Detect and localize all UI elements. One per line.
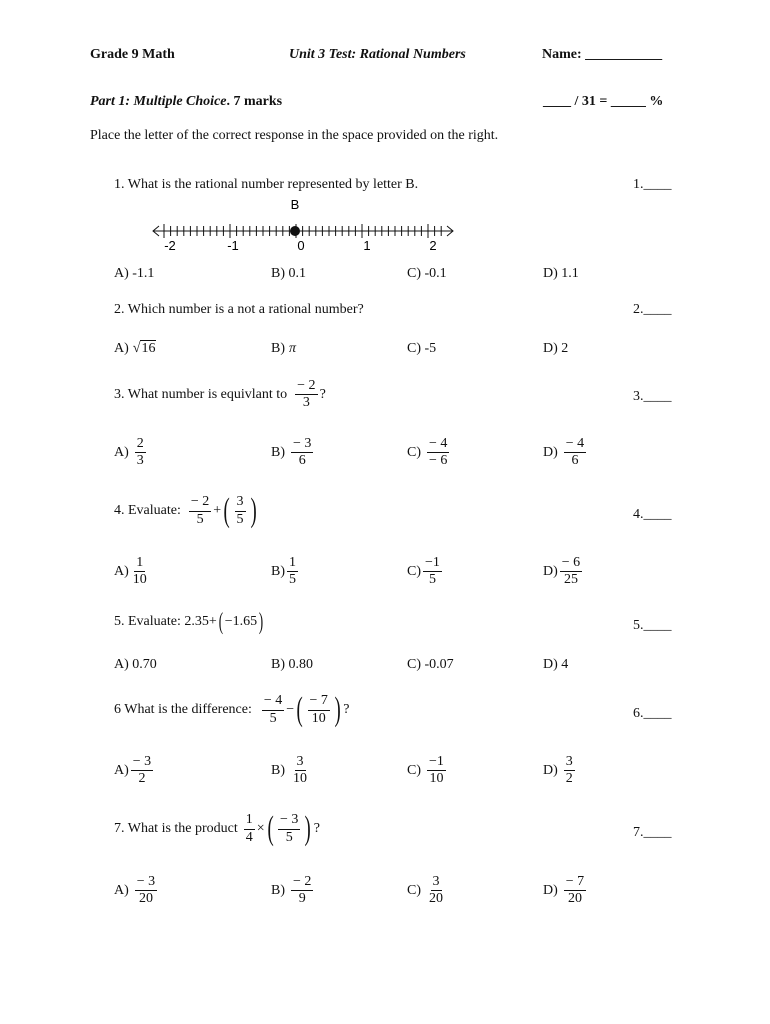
option-d: D) 1.1 [543, 266, 579, 281]
fraction: $\frac{1}{5}$ [289, 555, 296, 588]
fraction: $\frac{- 4}{5}$ [263, 693, 283, 726]
answer-blank-3: 3.____ [633, 389, 672, 404]
answer-blank-7: 7.____ [633, 825, 672, 840]
tick-label: 2 [429, 238, 437, 253]
option-b: B) 0.1 [271, 266, 306, 281]
parenthesis-group: ( $\frac{- 7}{10}$ ) [296, 691, 341, 728]
option-b: B) $\frac{- 2}{9}$ [271, 874, 312, 907]
option-c: C) $\frac{-1}{5}$ [407, 555, 440, 588]
fraction: $\frac{- 7}{20}$ [565, 874, 585, 907]
question-4 [114, 494, 259, 528]
number-line [145, 194, 465, 256]
option-label: B) [271, 341, 285, 356]
option-b [271, 341, 296, 357]
parenthesis-group: ( −1.65 ) [218, 609, 264, 635]
fraction: $\frac{- 3}{20}$ [136, 874, 156, 907]
question-mark: ? [343, 702, 350, 717]
fraction: $\frac{- 3}{5}$ [280, 812, 299, 845]
score-field: ____ / 31 = _____ % [543, 94, 664, 109]
question-5 [114, 610, 265, 634]
question-mark: ? [319, 386, 326, 402]
question-text: 5. Evaluate: 2.35+ [114, 614, 217, 629]
option-a: A) $\frac{- 3}{2}$ [114, 754, 152, 787]
option-a [114, 340, 156, 357]
part-heading [90, 94, 282, 110]
option-c: C) $\frac{3}{20}$ [407, 874, 443, 907]
question-mark: ? [313, 821, 320, 836]
question-2: 2. Which number is a not a rational number? [114, 302, 364, 317]
point-b [290, 226, 300, 236]
option-d: D) $\frac{- 7}{20}$ [543, 874, 585, 907]
name-field: Name: ___________ [542, 47, 663, 62]
option-d: D) 4 [543, 657, 569, 672]
question-7 [114, 812, 320, 846]
option-a: A) 0.70 [114, 657, 157, 672]
fraction: $\frac{- 2}{3}$ [297, 378, 316, 411]
radicand: 16 [141, 341, 156, 356]
answer-blank-5: 5.____ [633, 618, 672, 633]
marker-label: B [290, 197, 300, 212]
fraction: $\frac{- 6}{25}$ [561, 555, 581, 588]
answer-blank-2: 2.____ [633, 302, 672, 317]
tick-label: -1 [227, 238, 239, 253]
answer-blank-6: 6.____ [633, 706, 672, 721]
option-d: D) $\frac{3}{2}$ [543, 754, 573, 787]
option-c: C) $\frac{- 4}{- 6}$ [407, 436, 448, 469]
option-a: A) $\frac{2}{3}$ [114, 436, 144, 469]
question-text: 4. Evaluate: [114, 503, 181, 518]
fraction: $\frac{2}{3}$ [136, 436, 144, 469]
sqrt-symbol: √ [132, 340, 141, 356]
option-c: C) -0.07 [407, 657, 454, 672]
fraction: $\frac{3}{10}$ [293, 754, 307, 787]
option-a: A) -1.1 [114, 266, 155, 281]
option-d: D) $\frac{- 4}{6}$ [543, 436, 585, 469]
option-c: C) -0.1 [407, 266, 447, 281]
tick-label: 1 [363, 238, 371, 253]
course-title: Grade 9 Math [90, 47, 175, 62]
option-a: A) $\frac{1}{10}$ [114, 555, 147, 588]
test-title: Unit 3 Test: Rational Numbers [289, 47, 466, 62]
option-c: C) -5 [407, 341, 437, 356]
answer-blank-4: 4.____ [633, 507, 672, 522]
parenthesis-group: ( $\frac{- 3}{5}$ ) [267, 810, 312, 847]
option-label: A) [114, 340, 129, 356]
question-1: 1. What is the rational number represented by letter B. [114, 177, 419, 192]
option-d: D) 2 [543, 341, 569, 356]
fraction: $\frac{- 7}{10}$ [309, 693, 328, 726]
fraction: $\frac{- 3}{2}$ [132, 754, 152, 787]
part-marks: . 7 marks [226, 94, 283, 109]
option-b: B) $\frac{- 3}{6}$ [271, 436, 312, 469]
fraction: $\frac{3}{20}$ [429, 874, 443, 907]
instructions: Place the letter of the correct response in the space provided on the right. [90, 128, 499, 143]
fraction: $\frac{1}{10}$ [132, 555, 147, 588]
fraction: $\frac{- 4}{6}$ [565, 436, 585, 469]
fraction: $\frac{- 2}{5}$ [190, 494, 210, 527]
fraction: $\frac{-1}{10}$ [429, 754, 444, 787]
option-d: D) $\frac{- 6}{25}$ [543, 555, 581, 588]
option-a: A) $\frac{- 3}{20}$ [114, 874, 156, 907]
question-text: 6 What is the difference: [114, 702, 252, 717]
option-b: B) $\frac{3}{10}$ [271, 754, 307, 787]
tick-label: 0 [297, 238, 305, 253]
fraction: $\frac{3}{2}$ [565, 754, 573, 787]
part-title: Part 1: Multiple Choice [90, 94, 227, 109]
fraction: $\frac{- 4}{- 6}$ [429, 436, 448, 469]
fraction: $\frac{- 3}{6}$ [293, 436, 312, 469]
fraction: $\frac{1}{4}$ [245, 812, 253, 845]
question-6 [114, 693, 349, 727]
parenthesis-group: ( $\frac{3}{5}$ ) [223, 492, 257, 529]
option-b: B) 0.80 [271, 657, 313, 672]
option-c: C) $\frac{-1}{10}$ [407, 754, 444, 787]
fraction: $\frac{3}{5}$ [236, 494, 244, 527]
answer-blank-1: 1.____ [633, 177, 672, 192]
question-text: 3. What number is equivlant to [114, 386, 288, 402]
pi-symbol: π [289, 341, 297, 356]
plus-operator: + [213, 503, 222, 518]
question-3 [114, 378, 326, 411]
tick-label: -2 [164, 238, 176, 253]
times-operator: × [256, 821, 265, 836]
minus-operator: − [286, 702, 295, 717]
fraction: $\frac{- 2}{9}$ [293, 874, 312, 907]
option-b: B) $\frac{1}{5}$ [271, 555, 296, 588]
question-text: 7. What is the product [114, 821, 238, 836]
fraction: $\frac{-1}{5}$ [425, 555, 440, 588]
